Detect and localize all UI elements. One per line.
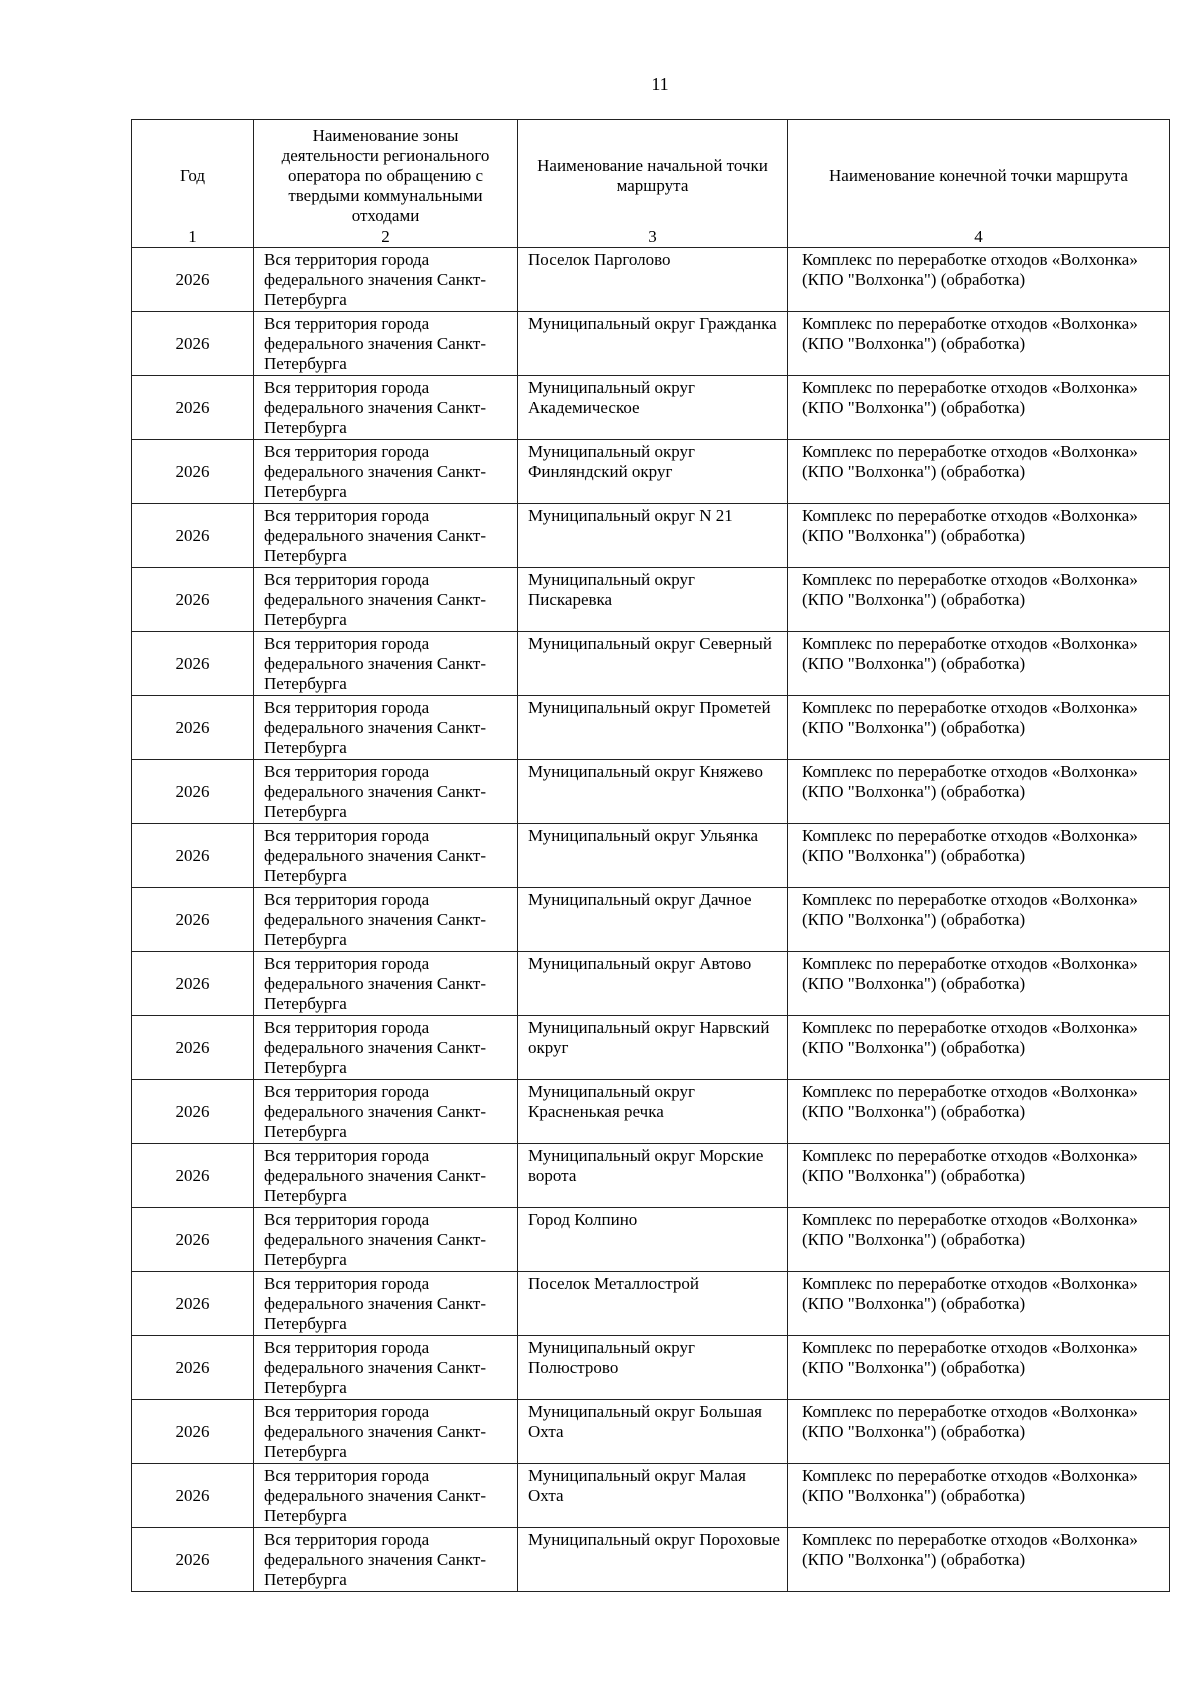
- cell-end-point: Комплекс по переработке отходов «Волхонка» (КПО "Волхонка") (обработка): [788, 1464, 1170, 1528]
- cell-zone: Вся территория города федерального значения Санкт-Петербурга: [254, 1272, 518, 1336]
- cell-zone: Вся территория города федерального значения Санкт-Петербурга: [254, 888, 518, 952]
- cell-start-point: Поселок Парголово: [518, 248, 788, 312]
- cell-start-point: Муниципальный округ Красненькая речка: [518, 1080, 788, 1144]
- cell-start-point: Муниципальный округ Ульянка: [518, 824, 788, 888]
- cell-zone: Вся территория города федерального значения Санкт-Петербурга: [254, 632, 518, 696]
- cell-zone: Вся территория города федерального значения Санкт-Петербурга: [254, 824, 518, 888]
- cell-zone: Вся территория города федерального значения Санкт-Петербурга: [254, 952, 518, 1016]
- cell-start-point: Муниципальный округ Пискаревка: [518, 568, 788, 632]
- table-row: [132, 824, 1170, 888]
- cell-start-point: Муниципальный округ Гражданка: [518, 312, 788, 376]
- cell-year: 2026: [132, 376, 254, 440]
- cell-end-point: Комплекс по переработке отходов «Волхонка» (КПО "Волхонка") (обработка): [788, 1336, 1170, 1400]
- cell-zone: Вся территория города федерального значения Санкт-Петербурга: [254, 376, 518, 440]
- cell-start-point: Муниципальный округ Автово: [518, 952, 788, 1016]
- cell-start-point: Муниципальный округ N 21: [518, 504, 788, 568]
- cell-end-point: Комплекс по переработке отходов «Волхонка» (КПО "Волхонка") (обработка): [788, 376, 1170, 440]
- cell-year: 2026: [132, 824, 254, 888]
- cell-year: 2026: [132, 248, 254, 312]
- cell-end-point: Комплекс по переработке отходов «Волхонка» (КПО "Волхонка") (обработка): [788, 1016, 1170, 1080]
- cell-year: 2026: [132, 888, 254, 952]
- column-number: 1: [132, 227, 254, 248]
- page-number: 11: [651, 74, 669, 94]
- cell-year: 2026: [132, 1208, 254, 1272]
- cell-year: 2026: [132, 1528, 254, 1592]
- cell-zone: Вся территория города федерального значения Санкт-Петербурга: [254, 1016, 518, 1080]
- cell-start-point: Муниципальный округ Пороховые: [518, 1528, 788, 1592]
- cell-end-point: Комплекс по переработке отходов «Волхонка» (КПО "Волхонка") (обработка): [788, 696, 1170, 760]
- cell-zone: Вся территория города федерального значения Санкт-Петербурга: [254, 1528, 518, 1592]
- cell-start-point: Город Колпино: [518, 1208, 788, 1272]
- table-row: [132, 568, 1170, 632]
- table-row: [132, 632, 1170, 696]
- cell-year: 2026: [132, 440, 254, 504]
- column-number: 4: [788, 227, 1170, 248]
- cell-start-point: Муниципальный округ Малая Охта: [518, 1464, 788, 1528]
- header-start-point: Наименование начальной точки маршрута: [518, 120, 788, 228]
- cell-end-point: Комплекс по переработке отходов «Волхонка» (КПО "Волхонка") (обработка): [788, 888, 1170, 952]
- column-number-row: [132, 227, 1170, 248]
- cell-year: 2026: [132, 1336, 254, 1400]
- cell-start-point: Муниципальный округ Полюстрово: [518, 1336, 788, 1400]
- cell-year: 2026: [132, 1080, 254, 1144]
- cell-zone: Вся территория города федерального значения Санкт-Петербурга: [254, 440, 518, 504]
- cell-start-point: Муниципальный округ Дачное: [518, 888, 788, 952]
- cell-end-point: Комплекс по переработке отходов «Волхонка» (КПО "Волхонка") (обработка): [788, 952, 1170, 1016]
- cell-end-point: Комплекс по переработке отходов «Волхонка» (КПО "Волхонка") (обработка): [788, 760, 1170, 824]
- cell-zone: Вся территория города федерального значения Санкт-Петербурга: [254, 504, 518, 568]
- cell-zone: Вся территория города федерального значения Санкт-Петербурга: [254, 1208, 518, 1272]
- table-row: [132, 696, 1170, 760]
- cell-year: 2026: [132, 1400, 254, 1464]
- cell-end-point: Комплекс по переработке отходов «Волхонка» (КПО "Волхонка") (обработка): [788, 312, 1170, 376]
- cell-zone: Вся территория города федерального значения Санкт-Петербурга: [254, 696, 518, 760]
- table-row: [132, 248, 1170, 312]
- cell-zone: Вся территория города федерального значения Санкт-Петербурга: [254, 312, 518, 376]
- cell-end-point: Комплекс по переработке отходов «Волхонка» (КПО "Волхонка") (обработка): [788, 1528, 1170, 1592]
- table-row: [132, 760, 1170, 824]
- cell-year: 2026: [132, 760, 254, 824]
- table-row: [132, 1528, 1170, 1592]
- cell-start-point: Муниципальный округ Академическое: [518, 376, 788, 440]
- table-row: [132, 1016, 1170, 1080]
- table-row: [132, 1272, 1170, 1336]
- cell-start-point: Муниципальный округ Северный: [518, 632, 788, 696]
- cell-end-point: Комплекс по переработке отходов «Волхонка» (КПО "Волхонка") (обработка): [788, 1080, 1170, 1144]
- cell-end-point: Комплекс по переработке отходов «Волхонка» (КПО "Волхонка") (обработка): [788, 568, 1170, 632]
- table-row: [132, 952, 1170, 1016]
- table-row: [132, 376, 1170, 440]
- header-end-point: Наименование конечной точки маршрута: [788, 120, 1170, 228]
- routes-table: [131, 119, 1170, 1592]
- cell-start-point: Муниципальный округ Прометей: [518, 696, 788, 760]
- table-row: [132, 1144, 1170, 1208]
- cell-start-point: Поселок Металлострой: [518, 1272, 788, 1336]
- cell-year: 2026: [132, 952, 254, 1016]
- table-row: [132, 1336, 1170, 1400]
- cell-end-point: Комплекс по переработке отходов «Волхонка» (КПО "Волхонка") (обработка): [788, 504, 1170, 568]
- column-number: 2: [254, 227, 518, 248]
- cell-end-point: Комплекс по переработке отходов «Волхонка» (КПО "Волхонка") (обработка): [788, 1208, 1170, 1272]
- cell-start-point: Муниципальный округ Княжево: [518, 760, 788, 824]
- table-row: [132, 440, 1170, 504]
- cell-zone: Вся территория города федерального значения Санкт-Петербурга: [254, 568, 518, 632]
- cell-zone: Вся территория города федерального значения Санкт-Петербурга: [254, 248, 518, 312]
- cell-year: 2026: [132, 696, 254, 760]
- header-zone: Наименование зоны деятельности регионального оператора по обращению с твердыми коммунальными отходами: [254, 120, 518, 228]
- cell-start-point: Муниципальный округ Финляндский округ: [518, 440, 788, 504]
- table-row: [132, 504, 1170, 568]
- cell-year: 2026: [132, 312, 254, 376]
- cell-year: 2026: [132, 1144, 254, 1208]
- cell-year: 2026: [132, 568, 254, 632]
- cell-end-point: Комплекс по переработке отходов «Волхонка» (КПО "Волхонка") (обработка): [788, 440, 1170, 504]
- cell-year: 2026: [132, 1464, 254, 1528]
- cell-end-point: Комплекс по переработке отходов «Волхонка» (КПО "Волхонка") (обработка): [788, 1144, 1170, 1208]
- table-header-row: [132, 120, 1170, 228]
- cell-year: 2026: [132, 504, 254, 568]
- cell-zone: Вся территория города федерального значения Санкт-Петербурга: [254, 1464, 518, 1528]
- table-row: [132, 1464, 1170, 1528]
- cell-end-point: Комплекс по переработке отходов «Волхонка» (КПО "Волхонка") (обработка): [788, 824, 1170, 888]
- cell-zone: Вся территория города федерального значения Санкт-Петербурга: [254, 1144, 518, 1208]
- cell-start-point: Муниципальный округ Нарвский округ: [518, 1016, 788, 1080]
- table-row: [132, 1208, 1170, 1272]
- table-row: [132, 1400, 1170, 1464]
- cell-zone: Вся территория города федерального значения Санкт-Петербурга: [254, 760, 518, 824]
- cell-end-point: Комплекс по переработке отходов «Волхонка» (КПО "Волхонка") (обработка): [788, 248, 1170, 312]
- column-number: 3: [518, 227, 788, 248]
- table-row: [132, 312, 1170, 376]
- cell-zone: Вся территория города федерального значения Санкт-Петербурга: [254, 1080, 518, 1144]
- cell-zone: Вся территория города федерального значения Санкт-Петербурга: [254, 1336, 518, 1400]
- cell-end-point: Комплекс по переработке отходов «Волхонка» (КПО "Волхонка") (обработка): [788, 1272, 1170, 1336]
- cell-start-point: Муниципальный округ Большая Охта: [518, 1400, 788, 1464]
- cell-year: 2026: [132, 1272, 254, 1336]
- table-row: [132, 1080, 1170, 1144]
- table-row: [132, 888, 1170, 952]
- cell-end-point: Комплекс по переработке отходов «Волхонка» (КПО "Волхонка") (обработка): [788, 1400, 1170, 1464]
- header-year: Год: [132, 120, 254, 228]
- cell-zone: Вся территория города федерального значения Санкт-Петербурга: [254, 1400, 518, 1464]
- cell-year: 2026: [132, 632, 254, 696]
- cell-start-point: Муниципальный округ Морские ворота: [518, 1144, 788, 1208]
- cell-year: 2026: [132, 1016, 254, 1080]
- cell-end-point: Комплекс по переработке отходов «Волхонка» (КПО "Волхонка") (обработка): [788, 632, 1170, 696]
